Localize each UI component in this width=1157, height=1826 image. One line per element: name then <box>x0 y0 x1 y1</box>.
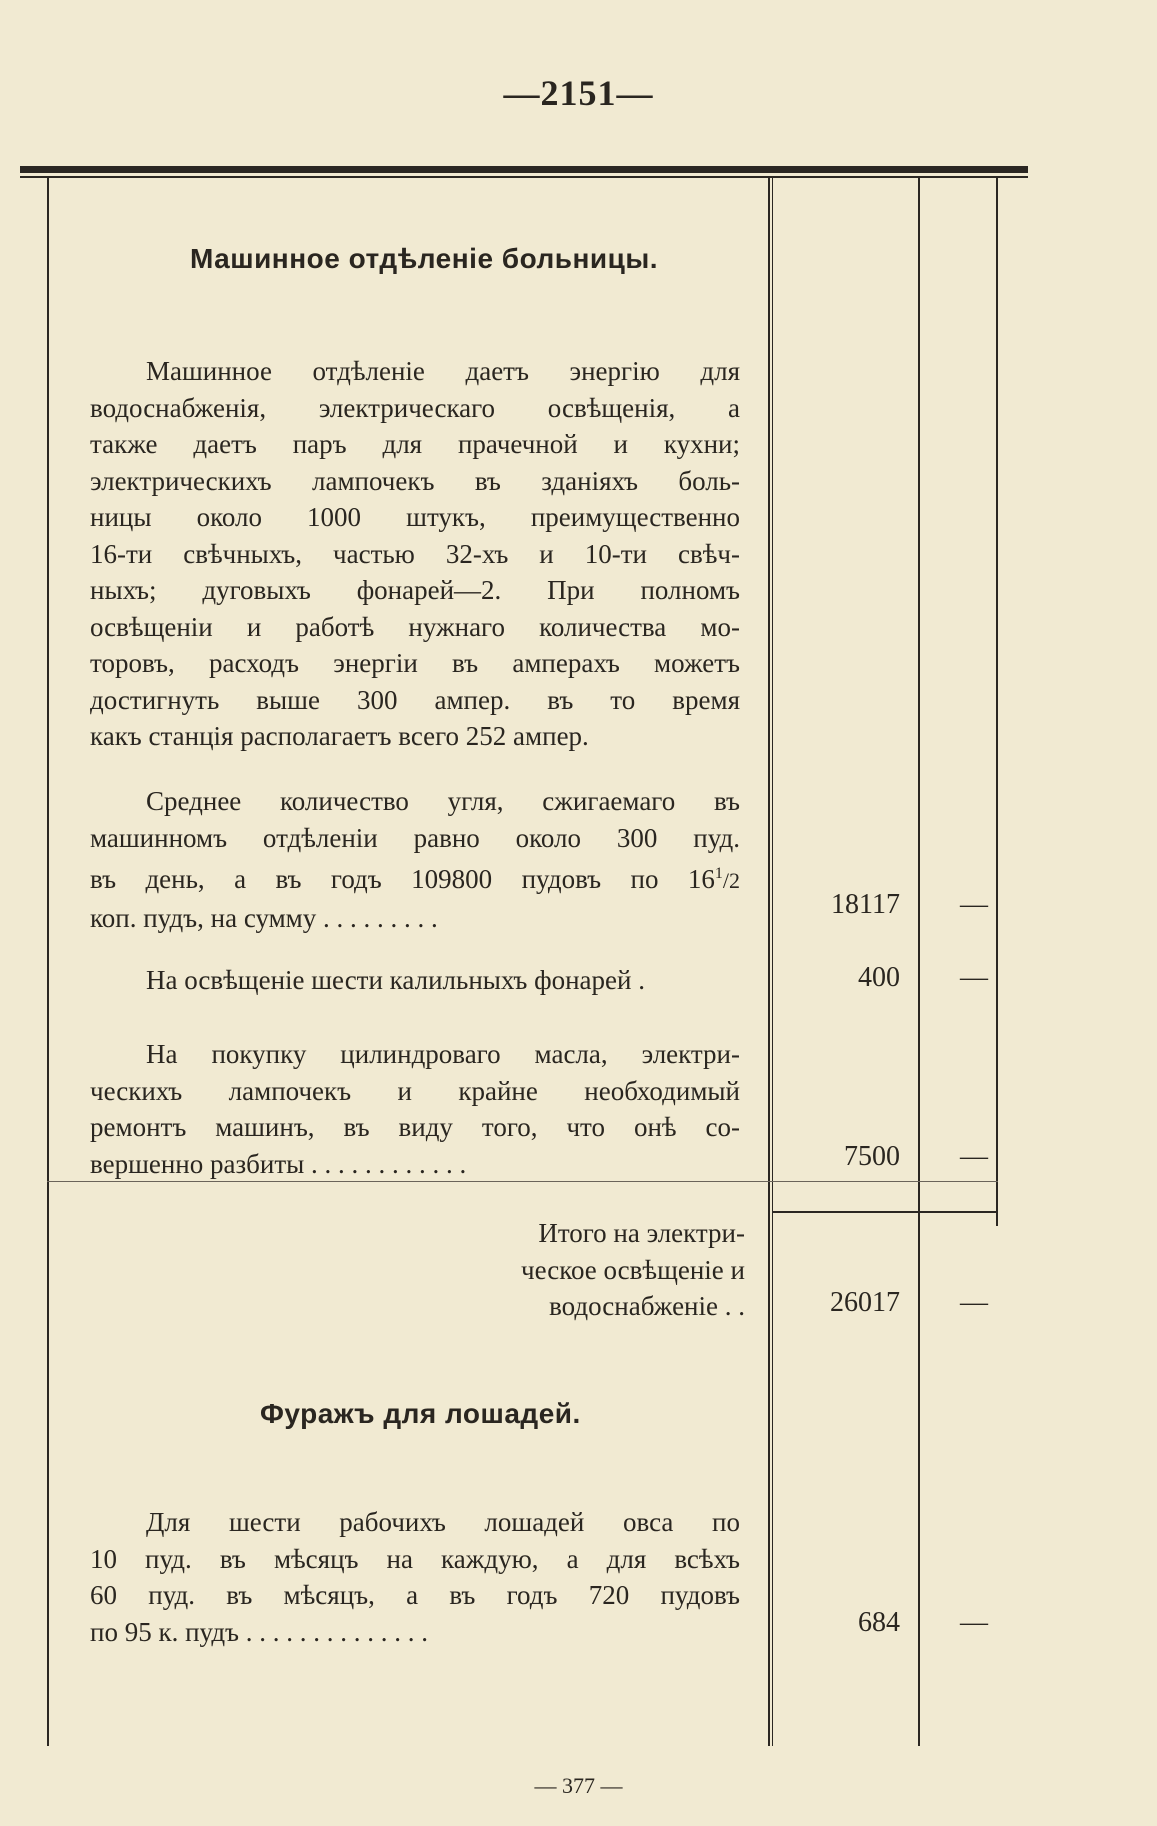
coal-line-1: Среднее количество угля, сжигаемаго въ <box>146 786 740 816</box>
left-border <box>47 176 49 1746</box>
column-divider-kopecks <box>918 176 920 1746</box>
total-label <box>455 1215 745 1325</box>
intro-line-1: Машинное отдѣленіе даетъ энергію для <box>146 356 740 386</box>
intro-line-5: ницы около 1000 штукъ, преимущественно <box>90 502 740 532</box>
oil-line-2: ческихъ лампочекъ и крайне необходимый <box>90 1075 740 1106</box>
lamps-line: На освѣщеніе шести калильныхъ фонарей . <box>146 965 645 995</box>
top-rule-thick <box>20 166 1028 173</box>
forage-line-4: по 95 к. пудъ . . . . . . . . . . . . . . <box>90 1616 429 1647</box>
total-line-3: водоснабженіе . . <box>549 1291 745 1321</box>
intro-line-11: какъ станція располагаетъ всего 252 ампер. <box>90 721 589 751</box>
intro-line-10: достигнуть выше 300 ампер. въ то время <box>90 684 740 715</box>
oil-line-3: ремонтъ машинъ, въ виду того, что онѣ со- <box>90 1112 740 1142</box>
total-line-1: Итого на электри- <box>538 1218 745 1248</box>
intro-line-4: электрическихъ лампочекъ въ зданіяхъ боль- <box>90 465 740 496</box>
oil-paragraph <box>90 1036 740 1182</box>
forage-line-2: 10 пуд. въ мѣсяцъ на каждую, а для всѣхъ <box>90 1543 740 1574</box>
intro-line-3: также даетъ паръ для прачечной и кухни; <box>90 429 740 459</box>
coal-amount: 18117 <box>831 889 900 920</box>
top-rule-thin <box>20 176 1028 178</box>
coal-line-2: машинномъ отдѣленіи равно около 300 пуд. <box>90 822 740 853</box>
oil-line-4: вершенно разбиты . . . . . . . . . . . . <box>90 1148 467 1179</box>
coal-fraction-denominator: /2 <box>722 868 740 893</box>
total-dash: — <box>960 1287 988 1318</box>
machine-intro-paragraph <box>90 353 740 755</box>
oil-amount: 7500 <box>844 1141 900 1172</box>
column-divider-amount-inner <box>772 176 773 1746</box>
forage-line-1: Для шести рабочихъ лошадей овса по <box>146 1507 740 1537</box>
total-rule-amount <box>772 1211 998 1213</box>
lamps-dash: — <box>960 962 988 993</box>
coal-line-3-text: въ день, а въ годъ 109800 пудовъ по 16 <box>90 864 715 894</box>
forage-heading: Фуражъ для лошадей. <box>260 1398 581 1429</box>
coal-fraction-numerator: 1 <box>714 865 723 882</box>
machine-heading: Машинное отдѣленіе больницы. <box>190 243 659 274</box>
intro-line-2: водоснабженія, электрическаго освѣщенія, а <box>90 392 740 423</box>
forage-dash: — <box>960 1607 988 1638</box>
forage-amount: 684 <box>858 1607 900 1638</box>
total-line-2: ческое освѣщеніе и <box>520 1254 745 1285</box>
lamps-amount: 400 <box>858 962 900 993</box>
right-border <box>996 176 998 1226</box>
intro-line-7: ныхъ; дуговыхъ фонарей—2. При полномъ <box>90 575 740 605</box>
intro-line-6: 16-ти свѣчныхъ, частью 32-хъ и 10-ти свѣч- <box>90 538 740 569</box>
column-divider-amount <box>768 176 770 1746</box>
oil-line-1: На покупку цилиндроваго масла, электри- <box>146 1039 740 1069</box>
total-amount: 26017 <box>830 1287 900 1318</box>
intro-line-8: освѣщеніи и работѣ нужнаго количества мо- <box>90 611 740 642</box>
oil-dash: — <box>960 1141 988 1172</box>
forage-line-3: 60 пуд. въ мѣсяцъ, а въ годъ 720 пудовъ <box>90 1580 740 1610</box>
coal-line-3 <box>90 856 740 900</box>
coal-paragraph <box>90 783 740 936</box>
page-number-bottom: — 377 — <box>534 1773 623 1798</box>
coal-dash: — <box>960 889 988 920</box>
forage-paragraph <box>90 1504 740 1650</box>
page-number-top: —2151— <box>503 73 654 113</box>
intro-line-9: торовъ, расходъ энергіи въ амперахъ можетъ <box>90 648 740 678</box>
coal-line-4: коп. пудъ, на сумму . . . . . . . . . <box>90 902 438 933</box>
